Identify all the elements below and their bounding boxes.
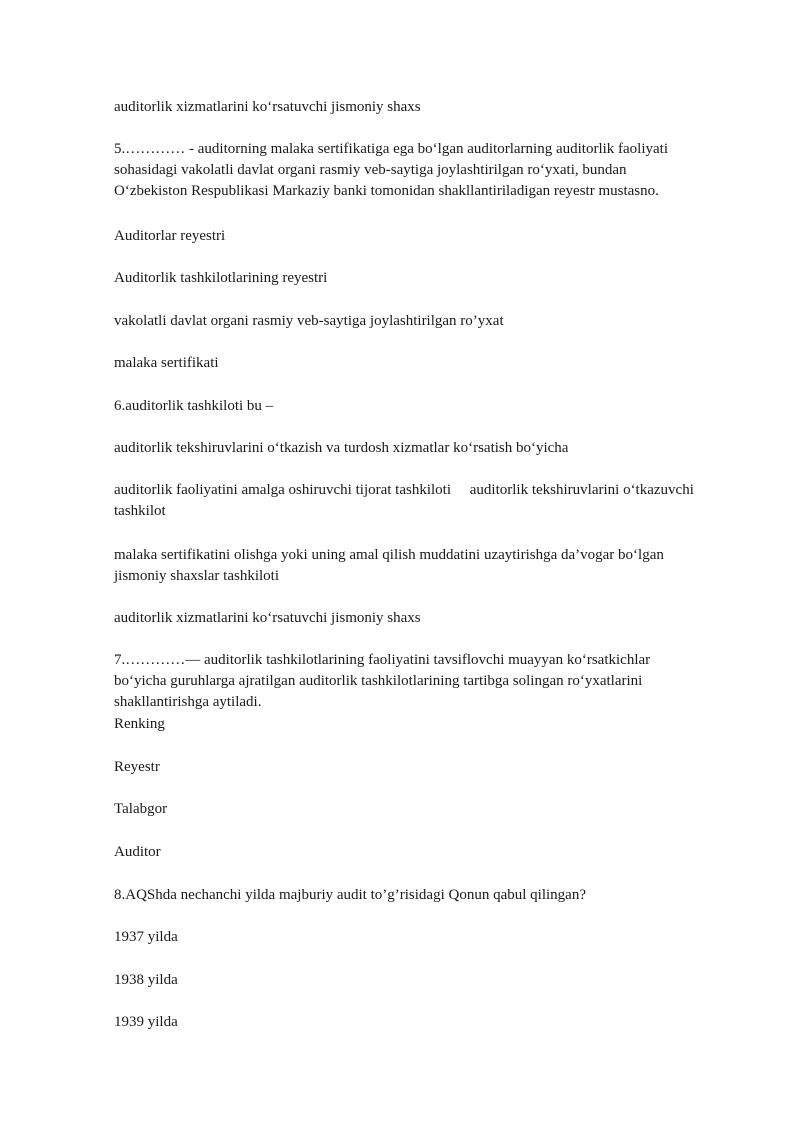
q7-option-3: Talabgor <box>114 801 168 817</box>
q5-question-line-3: O‘zbekiston Respublikasi Markaziy banki tomonidan shakllantiriladigan reyestr mustasno. <box>114 183 659 199</box>
q6-option-4: auditorlik xizmatlarini ko‘rsatuvchi jismoniy shaxs <box>114 610 421 626</box>
q5-option-2: Auditorlik tashkilotlarining reyestri <box>114 270 328 286</box>
q6-option-3-line-2: jismoniy shaxslar tashkiloti <box>114 568 279 584</box>
q5-option-1: Auditorlar reyestri <box>114 228 226 244</box>
q6-option-3 <box>114 545 744 587</box>
q7-question-line-2: bo‘yicha guruhlarga ajratilgan auditorlik tashkilotlarining tartibga solingan ro‘yxatlarini <box>114 673 643 689</box>
q6-option-2-line-2: tashkilot <box>114 503 166 519</box>
q6-option-1: auditorlik tekshiruvlarini o‘tkazish va turdosh xizmatlar ko‘rsatish bo‘yicha <box>114 440 569 456</box>
q6-question: 6.auditorlik tashkiloti bu – <box>114 398 274 414</box>
q8-option-1: 1937 yilda <box>114 929 178 945</box>
q6-option-2-line-1: auditorlik faoliyatini amalga oshiruvchi tijorat tashkiloti auditorlik tekshiruvlarini o‘tkazuvchi <box>114 482 694 498</box>
q8-question: 8.AQShda nechanchi yilda majburiy audit to’g’risidagi Qonun qabul qilingan? <box>114 887 586 903</box>
q7-question-line-3: shakllantirishga aytiladi. <box>114 694 262 710</box>
q7-question-line-1: 7.…………— auditorlik tashkilotlarining faoliyatini tavsiflovchi muayyan ko‘rsatkichlar <box>114 652 651 668</box>
q5-question <box>114 139 744 202</box>
q8-option-2: 1938 yilda <box>114 972 178 988</box>
q5-question-line-1: 5.………… - auditorning malaka sertifikatiga ega bo‘lgan auditorlarning auditorlik faoliyati <box>114 141 669 157</box>
q6-option-2 <box>114 480 744 522</box>
q7-question <box>114 650 744 713</box>
q7-option-2: Reyestr <box>114 759 160 775</box>
q5-option-4: malaka sertifikati <box>114 355 219 371</box>
q6-option-3-line-1: malaka sertifikatini olishga yoki uning amal qilish muddatini uzaytirishga da’vogar bo‘lgan <box>114 547 664 563</box>
q8-option-3: 1939 yilda <box>114 1014 178 1030</box>
q7-option-1: Renking <box>114 716 165 732</box>
q4-option-last: auditorlik xizmatlarini ko‘rsatuvchi jismoniy shaxs <box>114 99 421 115</box>
q5-question-line-2: sohasidagi vakolatli davlat organi rasmiy veb-saytiga joylashtirilgan ro‘yxati, bundan <box>114 162 627 178</box>
q5-option-3: vakolatli davlat organi rasmiy veb-saytiga joylashtirilgan ro’yxat <box>114 313 504 329</box>
q7-option-4: Auditor <box>114 844 161 860</box>
